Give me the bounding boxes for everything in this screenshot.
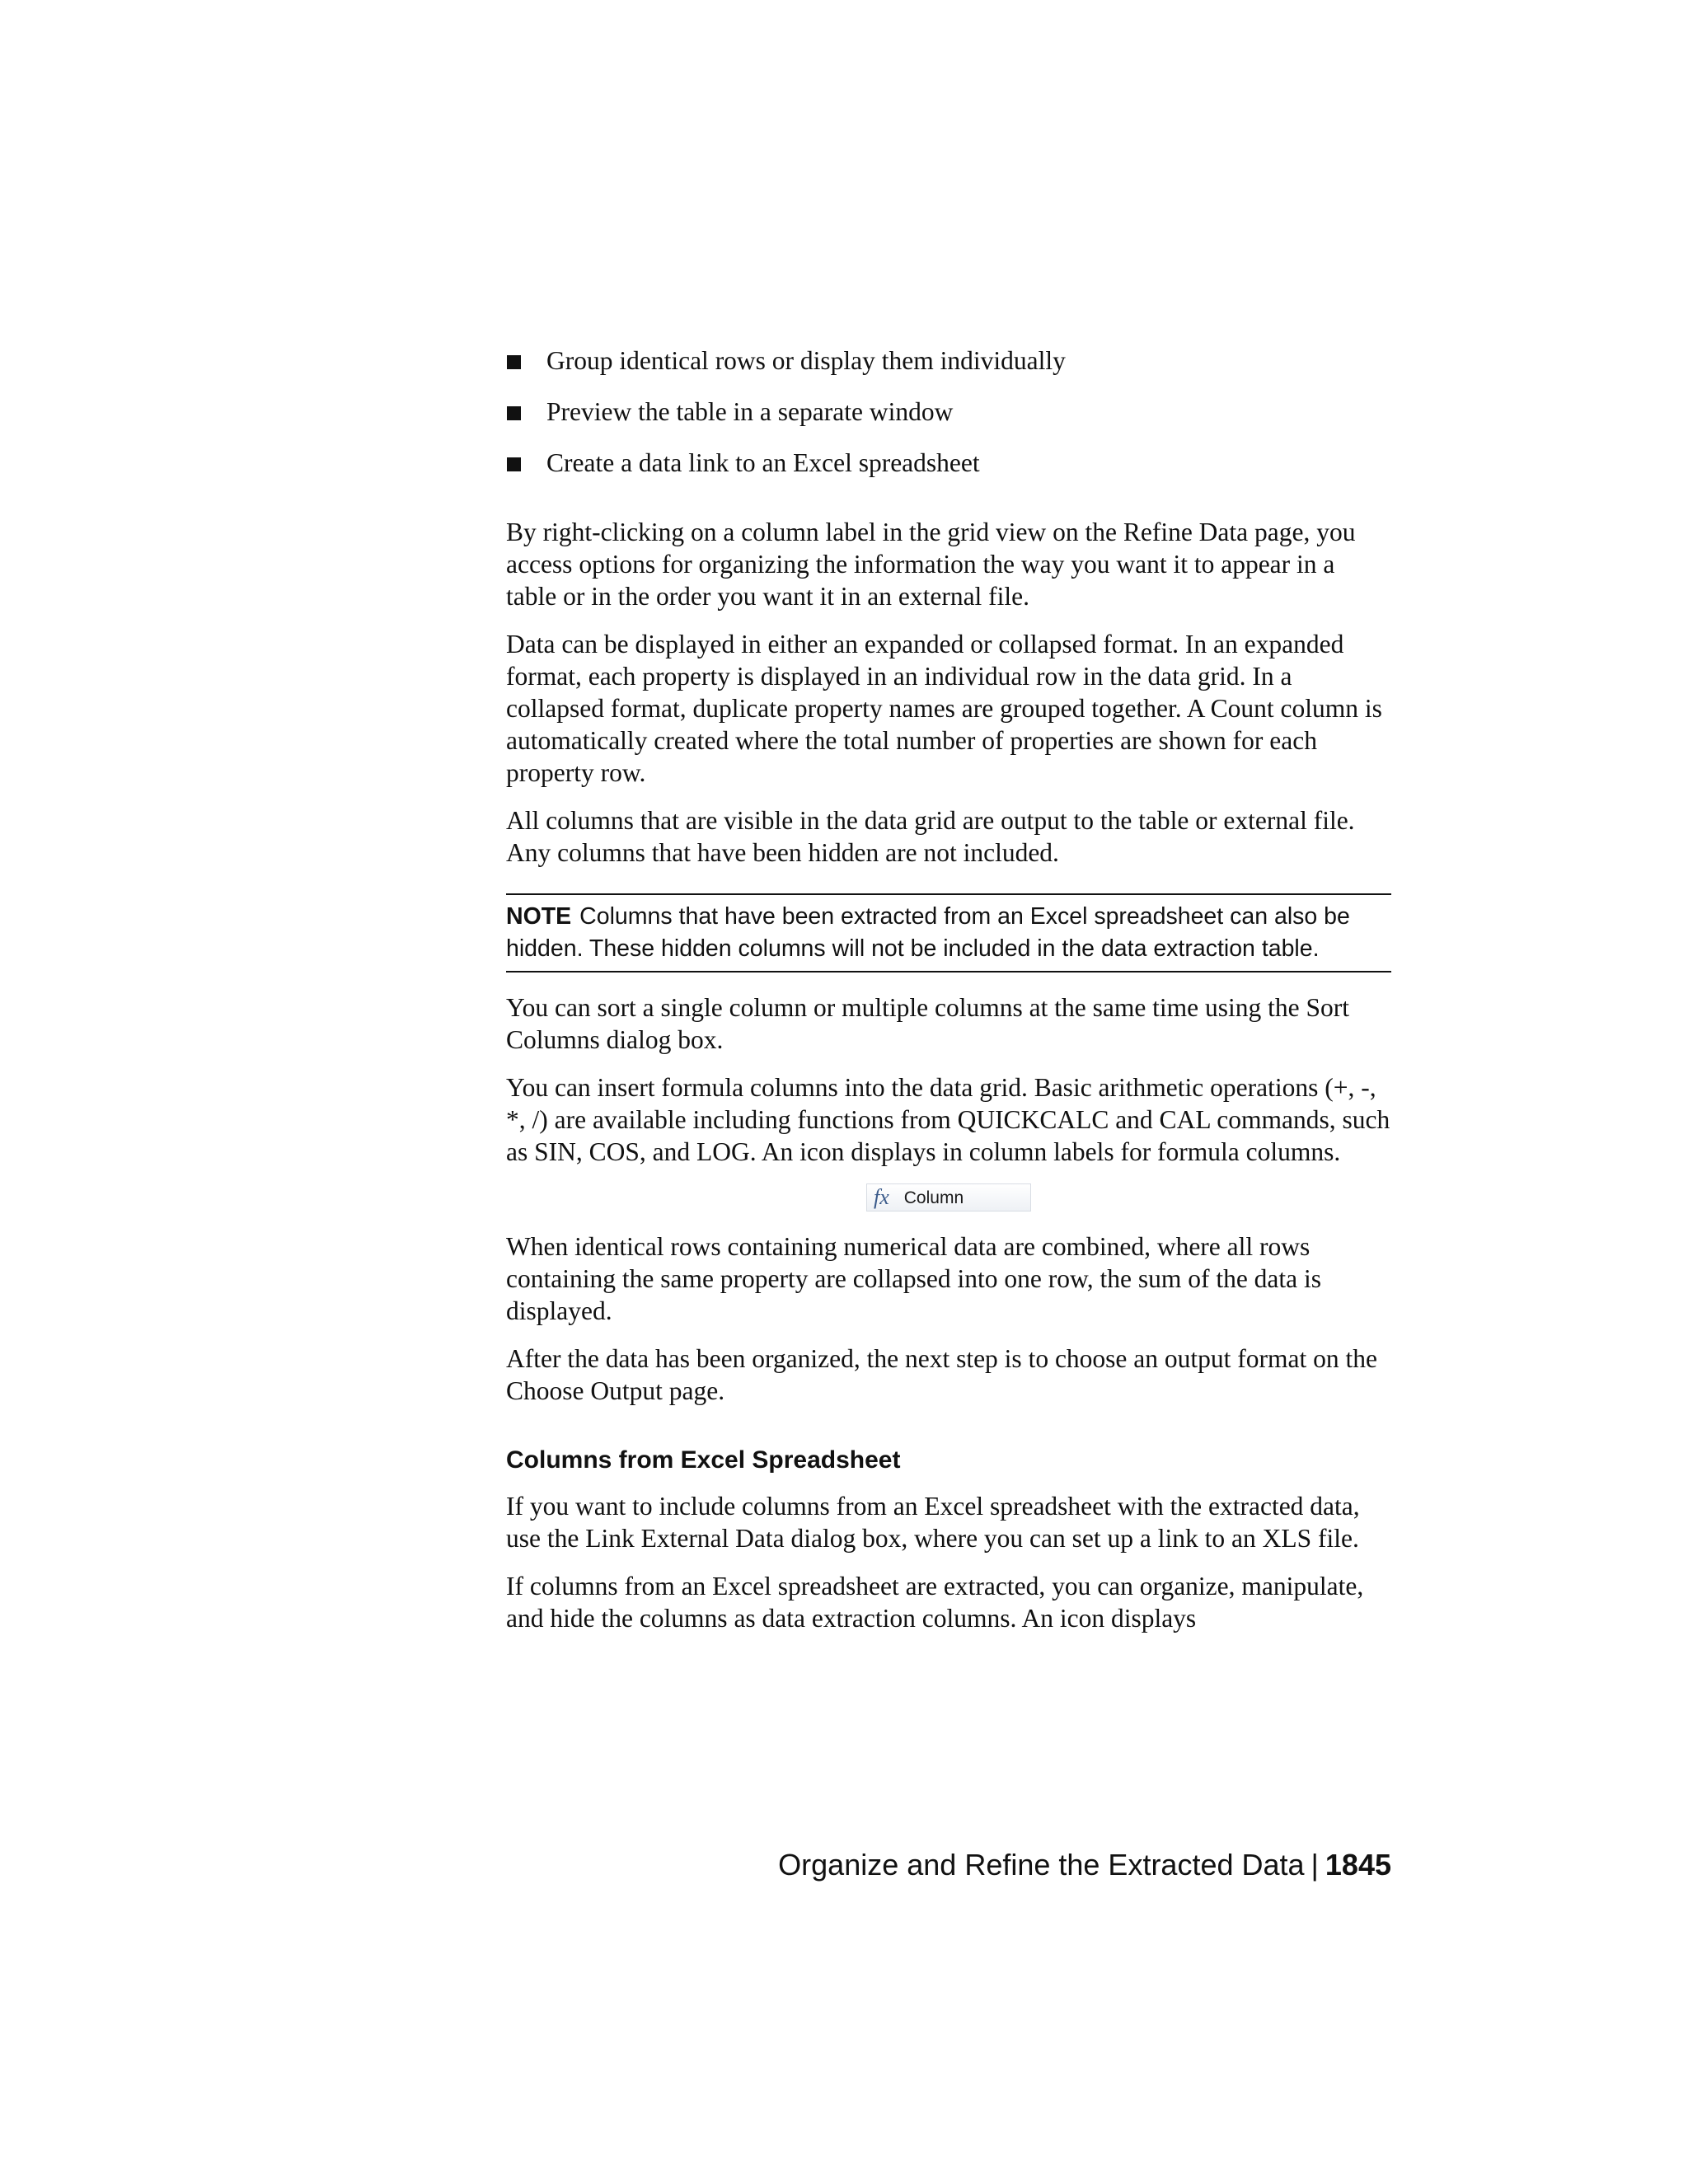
paragraph: When identical rows containing numerical data are combined, where all rows containing the same property are collapsed into one row, the sum of the data is displayed. xyxy=(506,1232,1322,1325)
paragraph: By right-clicking on a column label in the grid view on the Refine Data page, you access options for organizing the information the way you want it to appear in a table or in the order you want it in an external file. xyxy=(506,518,1356,611)
paragraph: After the data has been organized, the next step is to choose an output format on the Choose Output page. xyxy=(506,1344,1377,1405)
paragraph: If you want to include columns from an Excel spreadsheet with the extracted data, use the Link External Data dialog box, where you can set up a link to an XLS file. xyxy=(506,1492,1360,1553)
note-box xyxy=(506,893,1391,972)
paragraph: All columns that are visible in the data grid are output to the table or external file. Any columns that have been hidden are not included. xyxy=(506,806,1355,867)
note-label: NOTE xyxy=(506,903,572,930)
formula-column-header xyxy=(866,1183,1031,1212)
bullet-icon xyxy=(507,457,521,471)
page-body xyxy=(506,344,1391,1650)
paragraph: You can sort a single column or multiple columns at the same time using the Sort Columns dialog box. xyxy=(506,993,1350,1054)
bullet-icon xyxy=(507,406,521,420)
formula-fx-icon: fx xyxy=(874,1185,889,1209)
bullet-text: Preview the table in a separate window xyxy=(546,397,954,426)
bullet-text: Group identical rows or display them individually xyxy=(546,346,1066,375)
paragraph: If columns from an Excel spreadsheet are extracted, you can organize, manipulate, and hide the columns as data extraction columns. An icon displays xyxy=(506,1572,1364,1633)
column-label: Column xyxy=(903,1188,964,1207)
bullet-text: Create a data link to an Excel spreadsheet xyxy=(546,448,980,477)
formula-column-figure xyxy=(506,1183,1391,1212)
footer-title: Organize and Refine the Extracted Data xyxy=(778,1848,1305,1882)
bullet-list xyxy=(506,344,1391,479)
bullet-icon xyxy=(507,355,521,369)
note-text: Columns that have been extracted from an Excel spreadsheet can also be hidden. These hidden columns will not be included in the data extraction table. xyxy=(506,903,1350,962)
paragraph: You can insert formula columns into the data grid. Basic arithmetic operations (+, -, *, /) are available including functions from QUICKCALC and CAL commands, such as SIN, COS, and LOG. An icon displays in column labels for formula columns. xyxy=(506,1073,1390,1166)
list-item xyxy=(506,447,1391,479)
section-heading: Columns from Excel Spreadsheet xyxy=(506,1446,901,1474)
page-footer xyxy=(778,1848,1391,1882)
paragraph: Data can be displayed in either an expanded or collapsed format. In an expanded format, each property is displayed in an individual row in the data grid. In a collapsed format, duplicate property names are grouped together. A Count column is automatically created where the total number of properties are shown for each property row. xyxy=(506,630,1382,787)
list-item xyxy=(506,396,1391,428)
list-item xyxy=(506,344,1391,377)
footer-separator: | xyxy=(1311,1848,1319,1882)
page-number: 1845 xyxy=(1325,1848,1391,1882)
